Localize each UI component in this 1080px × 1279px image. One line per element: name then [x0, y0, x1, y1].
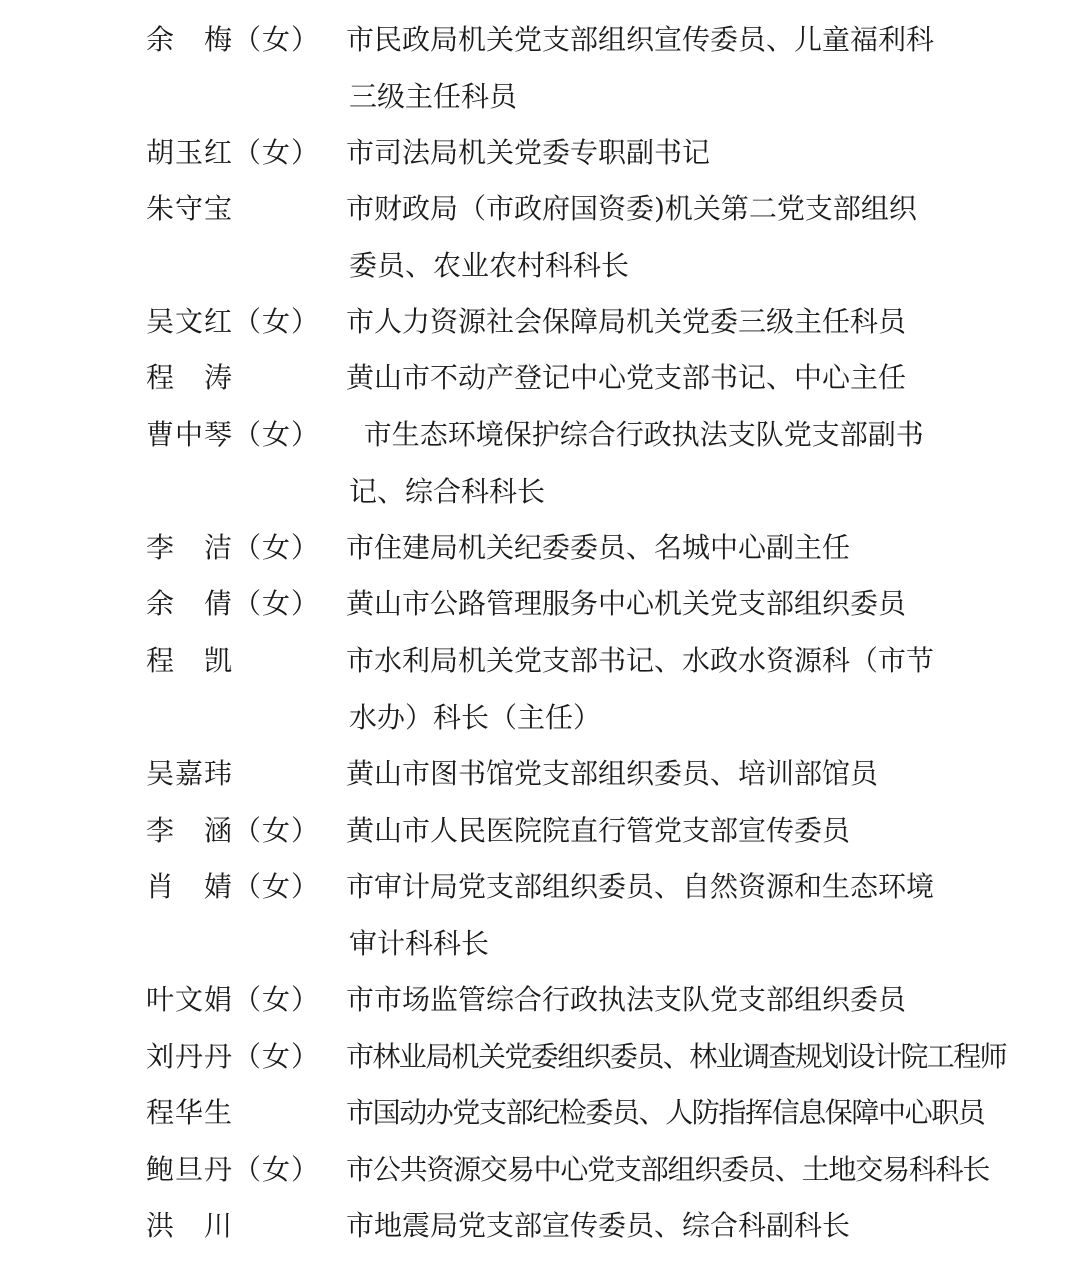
description-line: 市财政局（市政府国资委)机关第二党支部组织 — [346, 192, 917, 225]
position-description — [346, 1198, 950, 1255]
description-line: 黄山市公路管理服务中心机关党支部组织委员 — [346, 587, 907, 620]
description-line: 市市场监管综合行政执法支队党支部组织委员 — [346, 983, 907, 1016]
person-name: 鲍旦丹（女） — [146, 1153, 321, 1186]
description-line: 市地震局党支部宣传委员、综合科副科长 — [346, 1209, 851, 1242]
position-description — [346, 576, 950, 633]
description-line: 市民政局机关党支部组织宣传委员、儿童福利科 — [346, 23, 935, 56]
description-line: 记、综合科科长 — [349, 474, 546, 508]
description-line: 市公共资源交易中心党支部组织委员、土地交易科科长 — [346, 1153, 990, 1186]
position-description — [346, 803, 950, 860]
person-name: 程 凯 — [146, 644, 234, 677]
position-description — [346, 972, 950, 1029]
description-line: 市林业局机关党委组织委员、林业调查规划设计院工程师 — [346, 1040, 1007, 1073]
person-name: 余 梅（女） — [146, 23, 321, 56]
description-line: 市住建局机关纪委委员、名城中心副主任 — [346, 531, 851, 564]
description-line: 黄山市图书馆党支部组织委员、培训部馆员 — [346, 757, 879, 790]
description-line: 市生态环境保护综合行政执法支队党支部副书 — [346, 418, 924, 451]
position-description — [346, 407, 950, 520]
person-name: 李 洁（女） — [146, 531, 321, 564]
description-line: 黄山市人民医院院直行管党支部宣传委员 — [346, 814, 851, 847]
person-name: 程 涛 — [146, 361, 234, 394]
position-description — [346, 1085, 985, 1142]
person-name: 胡玉红（女） — [146, 136, 321, 169]
person-name: 程华生 — [146, 1096, 234, 1129]
person-name: 肖 婧（女） — [146, 870, 321, 903]
position-description — [346, 1142, 990, 1199]
position-description — [346, 746, 950, 803]
description-line: 市人力资源社会保障局机关党委三级主任科员 — [346, 305, 907, 338]
person-name: 朱守宝 — [146, 192, 234, 225]
position-description — [346, 125, 950, 182]
description-line: 水办）科长（主任） — [349, 700, 602, 734]
position-description — [346, 294, 950, 351]
description-line: 三级主任科员 — [349, 79, 518, 113]
person-name: 洪 川 — [146, 1209, 234, 1242]
person-name: 吴文红（女） — [146, 305, 321, 338]
person-name: 吴嘉玮 — [146, 757, 234, 790]
position-description — [346, 181, 950, 294]
description-line: 委员、农业农村科科长 — [349, 248, 630, 282]
description-line: 黄山市不动产登记中心党支部书记、中心主任 — [346, 361, 907, 394]
description-line: 市司法局机关党委专职副书记 — [346, 136, 711, 169]
position-description — [346, 350, 950, 407]
description-line: 审计科科长 — [349, 926, 490, 960]
person-name: 刘丹丹（女） — [146, 1040, 321, 1073]
position-description — [346, 633, 950, 746]
position-description — [346, 12, 950, 125]
position-description — [346, 1029, 1007, 1086]
person-name: 叶文娟（女） — [146, 983, 321, 1016]
description-line: 市审计局党支部组织委员、自然资源和生态环境 — [346, 870, 935, 903]
person-name: 李 涵（女） — [146, 814, 321, 847]
person-name: 曹中琴（女） — [146, 418, 321, 451]
position-description — [346, 859, 950, 972]
position-description — [346, 520, 950, 577]
description-line: 市水利局机关党支部书记、水政水资源科（市节 — [346, 644, 935, 677]
person-name: 余 倩（女） — [146, 587, 321, 620]
description-line: 市国动办党支部纪检委员、人防指挥信息保障中心职员 — [346, 1096, 985, 1129]
